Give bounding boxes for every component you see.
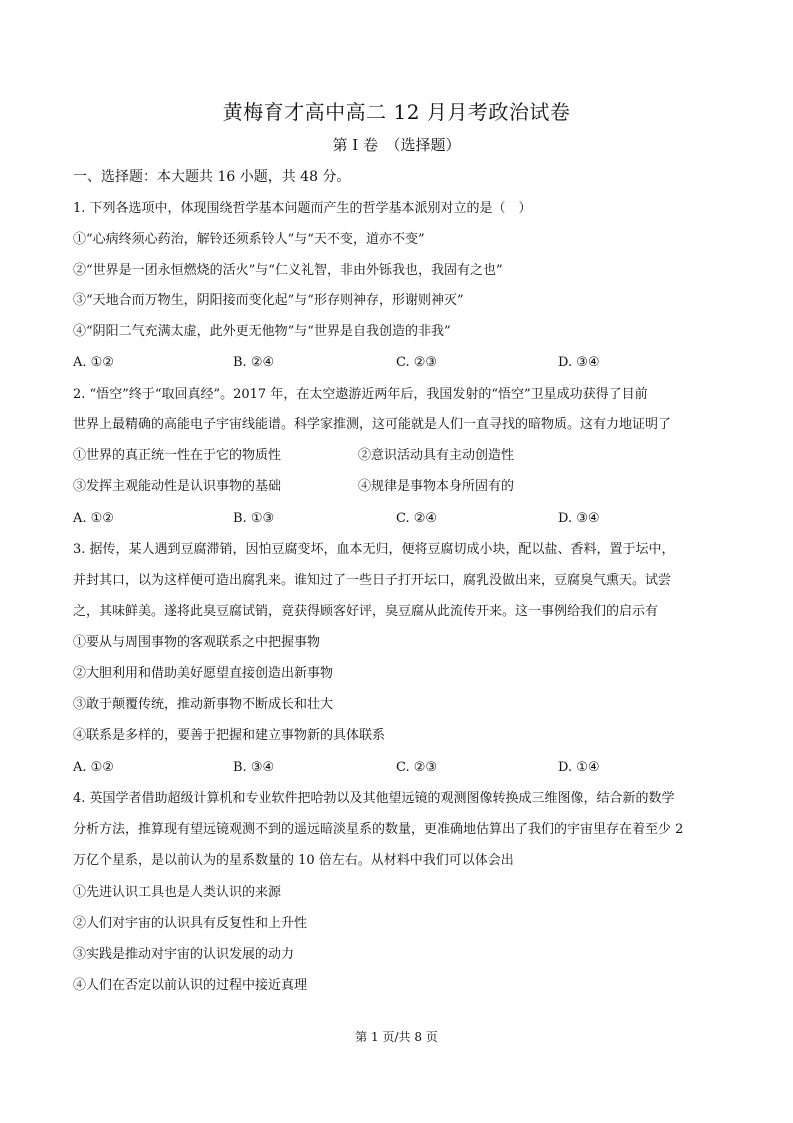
question-3-option-b[interactable]: B. ③④: [233, 760, 275, 775]
question-2-items-row-1: [73, 447, 723, 465]
question-1-item-4: ④“阴阳二气充满太虚，此外更无他物”与“世界是自我创造的非我”: [73, 324, 451, 339]
question-2-item-3: ③发挥主观能动性是认识事物的基础: [73, 479, 282, 494]
question-3-option-c[interactable]: C. ②③: [396, 760, 438, 775]
question-1-item-3: ③“天地合而万物生，阴阳接而变化起”与“形存则神存，形谢则神灭”: [73, 293, 464, 308]
question-2-items-row-2: [73, 478, 723, 496]
question-2-item-2: ②意识活动具有主动创造性: [358, 448, 515, 463]
question-4-item-2: ②人们对宇宙的认识具有反复性和上升性: [73, 916, 308, 931]
question-1-stem: 1. 下列各选项中，体现围绕哲学基本问题而产生的哲学基本派别对立的是（ ）: [73, 201, 532, 216]
question-1-option-a[interactable]: A. ①②: [73, 355, 114, 370]
question-3-option-d[interactable]: D. ①④: [558, 760, 600, 775]
question-3-item-2: ②大胆利用和借助美好愿望直接创造出新事物: [73, 666, 334, 681]
question-4-item-1: ①先进认识工具也是人类认识的来源: [73, 885, 282, 900]
question-2-stem-line-1: 2. “悟空”终于“取回真经”。2017 年，在太空遨游近两年后，我国发射的“悟空”卫星成功获得了目前: [73, 387, 648, 402]
question-3-stem-line-3: 之，其味鲜美。遂将此臭豆腐试销，竟获得顾客好评，臭豆腐从此流传开来。这一事例给我们的启示有: [73, 604, 659, 619]
question-4-item-3: ③实践是推动对宇宙的认识发展的动力: [73, 947, 295, 962]
question-2-option-b[interactable]: B. ①③: [233, 511, 275, 526]
section-heading: 一、选择题：本大题共 16 小题，共 48 分。: [73, 169, 351, 185]
question-2-option-d[interactable]: D. ③④: [558, 511, 600, 526]
question-1-item-2: ②“世界是一团永恒燃烧的活火”与“仁义礼智，非由外铄我也，我固有之也”: [73, 263, 503, 278]
page-footer: 第 1 页/共 8 页: [355, 1030, 438, 1044]
question-1-option-b[interactable]: B. ②④: [233, 355, 275, 370]
question-4-item-4: ④人们在否定以前认识的过程中接近真理: [73, 978, 308, 993]
question-2-option-c[interactable]: C. ②④: [396, 511, 438, 526]
question-2-stem-line-2: 世界上最精确的高能电子宇宙线能谱。科学家推测，这可能就是人们一直寻找的暗物质。这有力地证明了: [73, 417, 672, 432]
section-subtitle: 第 I 卷 （选择题）: [332, 136, 461, 154]
question-1-option-d[interactable]: D. ③④: [558, 355, 600, 370]
question-2-option-a[interactable]: A. ①②: [73, 511, 114, 526]
question-4-stem-line-1: 4. 英国学者借助超级计算机和专业软件把哈勃以及其他望远镜的观测图像转换成三维图像，结合新的数学: [73, 791, 675, 806]
page-title: 黄梅育才高中高二 12 月月考政治试卷: [222, 100, 571, 124]
question-4-stem-line-2: 分析方法，推算现有望远镜观测不到的遥远暗淡星系的数量，更准确地估算出了我们的宇宙里存在着至少 2: [73, 822, 684, 837]
question-3-options: [73, 759, 723, 777]
question-3-option-a[interactable]: A. ①②: [73, 760, 114, 775]
question-2-item-4: ④规律是事物本身所固有的: [358, 479, 515, 494]
question-4-stem-line-3: 万亿个星系，是以前认为的星系数量的 10 倍左右。从材料中我们可以体会出: [73, 853, 514, 868]
question-2-item-1: ①世界的真正统一性在于它的物质性: [73, 448, 282, 463]
question-2-options: [73, 510, 723, 528]
question-3-stem-line-1: 3. 据传，某人遇到豆腐滞销，因怕豆腐变坏，血本无归，便将豆腐切成小块，配以盐、香料，置于坛中，: [73, 542, 675, 557]
question-1-option-c[interactable]: C. ②③: [396, 355, 438, 370]
question-3-item-3: ③敢于颠覆传统，推动新事物不断成长和壮大: [73, 697, 334, 712]
question-3-item-4: ④联系是多样的，要善于把握和建立事物新的具体联系: [73, 728, 386, 743]
question-1-options: [73, 354, 723, 372]
question-3-stem-line-2: 并封其口，以为这样便可造出腐乳来。谁知过了一些日子打开坛口，腐乳没做出来，豆腐臭气熏天。试尝: [73, 573, 672, 588]
question-3-item-1: ①要从与周围事物的客观联系之中把握事物: [73, 635, 321, 650]
question-1-item-1: ①“心病终须心药治，解铃还须系铃人”与“天不变，道亦不变”: [73, 232, 425, 247]
